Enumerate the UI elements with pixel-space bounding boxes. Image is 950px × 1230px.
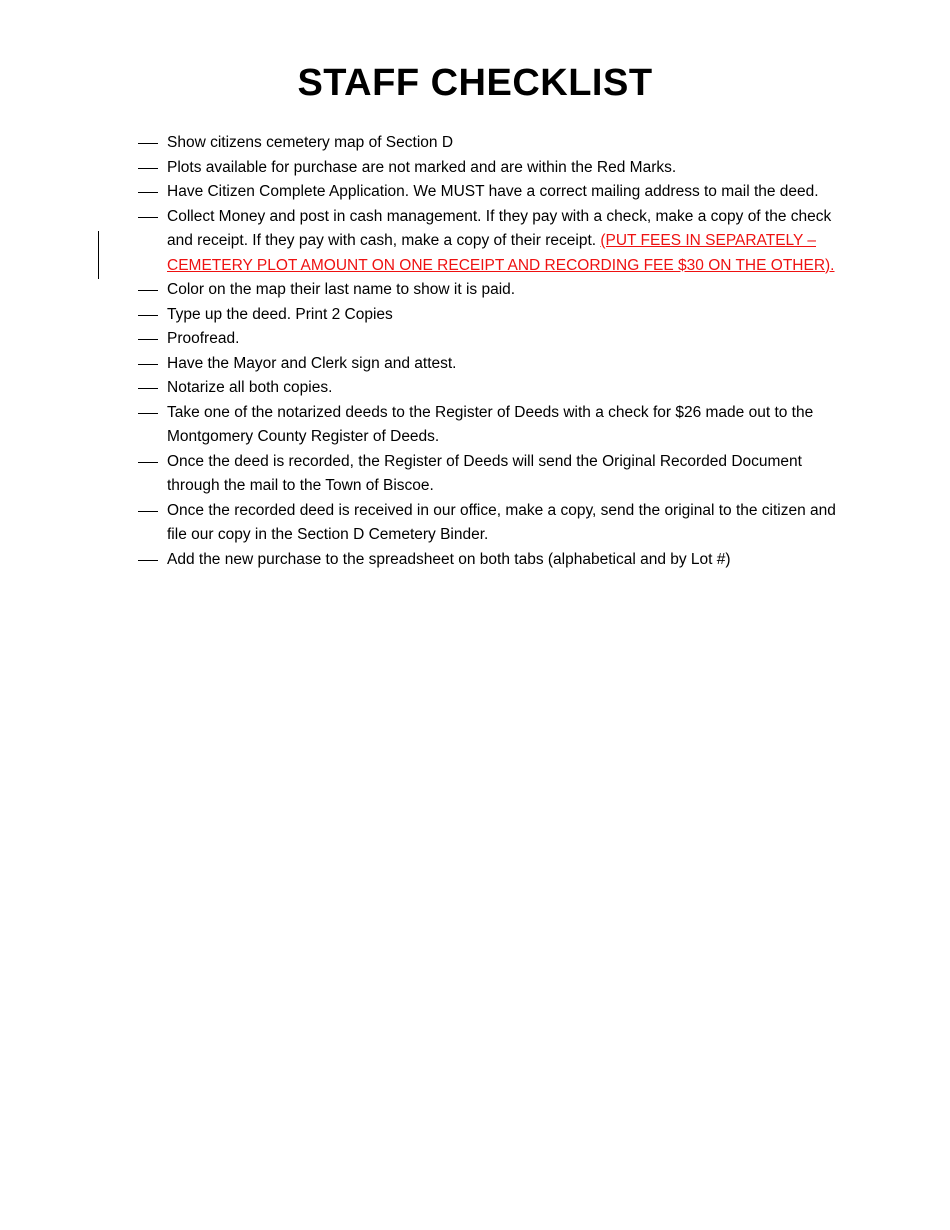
page-title: STAFF CHECKLIST [297,62,653,104]
checklist-item [138,131,858,156]
checklist-item-text: Color on the map their last name to show it is paid. [167,281,516,298]
checklist-item [138,303,858,328]
dash-bullet-icon [138,339,158,340]
checklist-item-text: Once the deed is recorded, the Register of Deeds will send the Original Recorded Document through the mail to the Town of Biscoe. [167,452,802,494]
checklist-item-text: Have the Mayor and Clerk sign and attest. [167,354,457,372]
checklist-item-text: Plots available for purchase are not marked and are within the Red Marks. [167,158,677,176]
checklist-item-text: Once the recorded deed is received in our office, make a copy, send the original to the citizen and file our copy in the Section D Cemetery Binder. [167,501,836,543]
dash-bullet-icon [138,143,158,144]
staff-checklist [138,131,858,572]
checklist-item-text: Show citizens cemetery map of Section D [167,134,454,151]
checklist-item [138,450,858,499]
fee-instruction-highlight: (PUT FEES IN SEPARATELY – CEMETERY PLOT AMOUNT ON ONE RECEIPT AND RECORDING FEE $30 ON THE OTHER). [167,232,835,274]
checklist-item [138,205,858,279]
checklist-item [138,327,858,352]
checklist-item [138,499,858,548]
dash-bullet-icon [138,511,158,512]
checklist-item [138,278,858,303]
checklist-item [138,180,858,205]
checklist-item [138,401,858,450]
checklist-item-text: Collect Money and post in cash management. If they pay with a check, make a copy of the check and receipt. If they pay with cash, make a copy of their receipt. [167,207,832,249]
checklist-item-text: Proofread. [167,330,240,347]
checklist-item-text: Type up the deed. Print 2 Copies [167,305,393,323]
dash-bullet-icon [138,315,158,316]
checklist-item-text: Add the new purchase to the spreadsheet on both tabs (alphabetical and by Lot #) [167,550,731,568]
checklist-item [138,376,858,401]
dash-bullet-icon [138,217,158,218]
dash-bullet-icon [138,168,158,169]
checklist-item [138,156,858,181]
dash-bullet-icon [138,413,158,414]
dash-bullet-icon [138,364,158,365]
dash-bullet-icon [138,560,158,561]
dash-bullet-icon [138,192,158,193]
dash-bullet-icon [138,388,158,389]
checklist-item-text: Take one of the notarized deeds to the Register of Deeds with a check for $26 made out to the Montgomery County Register of Deeds. [167,403,814,445]
dash-bullet-icon [138,462,158,463]
checklist-item-text: Have Citizen Complete Application. We MUST have a correct mailing address to mail the deed. [167,183,819,200]
dash-bullet-icon [138,290,158,291]
checklist-item-text: Notarize all both copies. [167,379,333,396]
checklist-item [138,352,858,377]
revision-change-bar [98,231,99,279]
checklist-item [138,548,858,573]
